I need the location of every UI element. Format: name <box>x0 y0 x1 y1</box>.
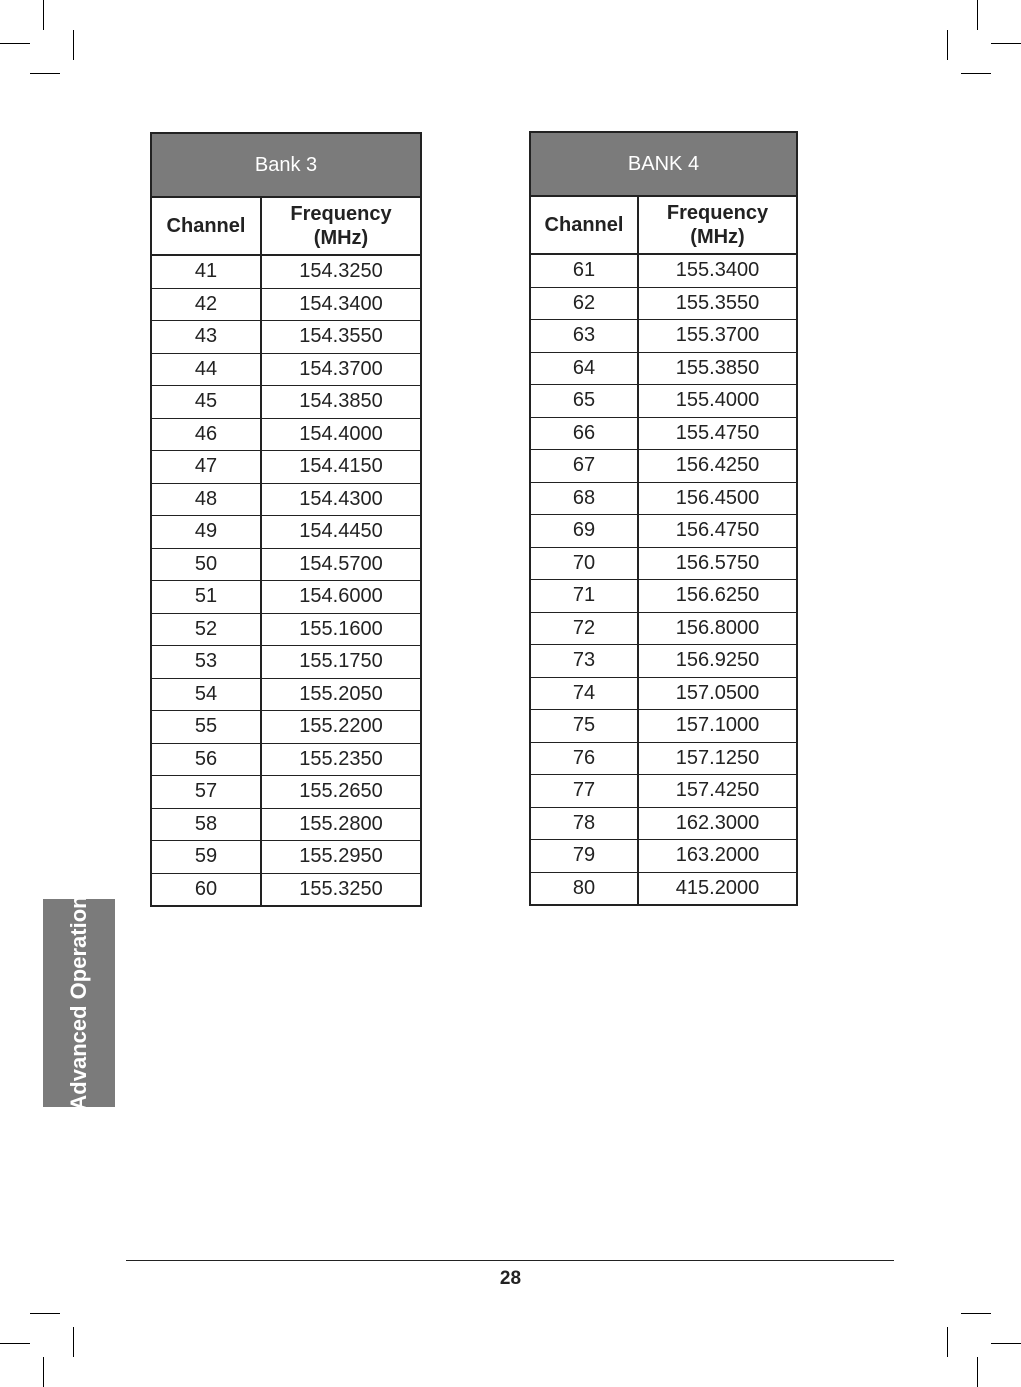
frequency-cell: 154.3400 <box>261 288 421 321</box>
frequency-cell: 154.3700 <box>261 353 421 386</box>
table-row <box>530 320 797 353</box>
channel-cell: 70 <box>530 547 638 580</box>
channel-cell: 76 <box>530 742 638 775</box>
channel-cell: 75 <box>530 710 638 743</box>
channel-cell: 55 <box>151 711 261 744</box>
channel-cell: 69 <box>530 515 638 548</box>
frequency-cell: 155.1750 <box>261 646 421 679</box>
channel-cell: 60 <box>151 873 261 906</box>
bank3-table <box>150 132 422 907</box>
section-side-tab-label: Advanced Operation <box>66 895 91 1111</box>
crop-mark <box>947 1327 948 1357</box>
channel-cell: 51 <box>151 581 261 614</box>
crop-mark <box>73 30 74 60</box>
frequency-cell: 156.8000 <box>638 612 797 645</box>
table-row <box>530 645 797 678</box>
table-row <box>151 711 421 744</box>
table-row <box>151 255 421 288</box>
channel-cell: 54 <box>151 678 261 711</box>
table-row <box>530 417 797 450</box>
frequency-cell: 157.0500 <box>638 677 797 710</box>
table-row <box>151 353 421 386</box>
table-row <box>151 841 421 874</box>
frequency-cell: 154.6000 <box>261 581 421 614</box>
table-row <box>530 677 797 710</box>
frequency-cell: 154.3250 <box>261 255 421 288</box>
table-row <box>151 288 421 321</box>
frequency-cell: 155.4000 <box>638 385 797 418</box>
table-row <box>530 547 797 580</box>
section-side-tab <box>43 895 115 1111</box>
channel-cell: 64 <box>530 352 638 385</box>
table-row <box>530 807 797 840</box>
frequency-cell: 156.5750 <box>638 547 797 580</box>
bank4-rows <box>530 254 797 905</box>
channel-cell: 48 <box>151 483 261 516</box>
frequency-cell: 154.4450 <box>261 516 421 549</box>
channel-cell: 78 <box>530 807 638 840</box>
frequency-cell: 155.3250 <box>261 873 421 906</box>
table-row <box>151 581 421 614</box>
table-row <box>151 776 421 809</box>
table-row <box>151 743 421 776</box>
crop-mark <box>30 1313 60 1314</box>
frequency-cell: 155.1600 <box>261 613 421 646</box>
crop-mark <box>991 43 1021 44</box>
frequency-cell: 155.3550 <box>638 287 797 320</box>
table-row <box>530 872 797 905</box>
table-row <box>530 775 797 808</box>
channel-cell: 56 <box>151 743 261 776</box>
channel-cell: 72 <box>530 612 638 645</box>
frequency-cell: 163.2000 <box>638 840 797 873</box>
table-row <box>530 612 797 645</box>
table-row <box>151 483 421 516</box>
crop-mark <box>73 1327 74 1357</box>
frequency-cell: 154.5700 <box>261 548 421 581</box>
bank3-title: Bank 3 <box>151 133 421 197</box>
crop-mark <box>0 1343 30 1344</box>
frequency-cell: 154.3550 <box>261 321 421 354</box>
frequency-cell: 157.4250 <box>638 775 797 808</box>
channel-cell: 77 <box>530 775 638 808</box>
frequency-cell: 155.2200 <box>261 711 421 744</box>
frequency-cell: 156.4750 <box>638 515 797 548</box>
channel-cell: 42 <box>151 288 261 321</box>
bank4-table <box>529 131 798 906</box>
frequency-cell: 154.4150 <box>261 451 421 484</box>
table-row <box>530 450 797 483</box>
frequency-cell: 155.3400 <box>638 254 797 287</box>
channel-cell: 58 <box>151 808 261 841</box>
channel-cell: 66 <box>530 417 638 450</box>
channel-cell: 59 <box>151 841 261 874</box>
crop-mark <box>43 0 44 30</box>
channel-cell: 41 <box>151 255 261 288</box>
table-row <box>530 254 797 287</box>
crop-mark <box>0 43 30 44</box>
table-row <box>530 742 797 775</box>
crop-mark <box>961 73 991 74</box>
table-row <box>151 548 421 581</box>
page-number: 28 <box>499 1268 522 1289</box>
frequency-cell: 415.2000 <box>638 872 797 905</box>
table-row <box>530 482 797 515</box>
crop-mark <box>43 1357 44 1387</box>
channel-cell: 52 <box>151 613 261 646</box>
frequency-cell: 156.4500 <box>638 482 797 515</box>
frequency-cell: 162.3000 <box>638 807 797 840</box>
channel-cell: 44 <box>151 353 261 386</box>
table-row <box>530 580 797 613</box>
frequency-header: Frequency (MHz) <box>261 197 421 255</box>
table-row <box>530 385 797 418</box>
crop-mark <box>961 1313 991 1314</box>
crop-mark <box>30 73 60 74</box>
channel-cell: 43 <box>151 321 261 354</box>
channel-cell: 79 <box>530 840 638 873</box>
channel-cell: 57 <box>151 776 261 809</box>
channel-header: Channel <box>151 197 261 255</box>
channel-cell: 50 <box>151 548 261 581</box>
channel-header: Channel <box>530 196 638 254</box>
frequency-cell: 155.4750 <box>638 417 797 450</box>
table-row <box>530 287 797 320</box>
table-row <box>151 613 421 646</box>
frequency-cell: 154.3850 <box>261 386 421 419</box>
channel-cell: 45 <box>151 386 261 419</box>
channel-cell: 46 <box>151 418 261 451</box>
table-row <box>530 710 797 743</box>
frequency-cell: 156.6250 <box>638 580 797 613</box>
channel-cell: 47 <box>151 451 261 484</box>
frequency-cell: 155.2650 <box>261 776 421 809</box>
frequency-cell: 157.1250 <box>638 742 797 775</box>
channel-cell: 74 <box>530 677 638 710</box>
channel-cell: 73 <box>530 645 638 678</box>
channel-cell: 68 <box>530 482 638 515</box>
table-row <box>151 873 421 906</box>
channel-cell: 67 <box>530 450 638 483</box>
frequency-cell: 156.4250 <box>638 450 797 483</box>
frequency-cell: 155.3700 <box>638 320 797 353</box>
frequency-cell: 155.3850 <box>638 352 797 385</box>
table-row <box>530 352 797 385</box>
table-row <box>151 386 421 419</box>
frequency-cell: 155.2050 <box>261 678 421 711</box>
crop-mark <box>947 30 948 60</box>
table-row <box>151 418 421 451</box>
channel-cell: 53 <box>151 646 261 679</box>
frequency-cell: 157.1000 <box>638 710 797 743</box>
bank4-title: BANK 4 <box>530 132 797 196</box>
table-row <box>151 451 421 484</box>
frequency-cell: 154.4000 <box>261 418 421 451</box>
table-row <box>151 646 421 679</box>
bank3-rows <box>151 255 421 906</box>
table-row <box>151 808 421 841</box>
table-row <box>151 516 421 549</box>
channel-cell: 80 <box>530 872 638 905</box>
crop-mark <box>977 0 978 30</box>
channel-cell: 65 <box>530 385 638 418</box>
channel-cell: 62 <box>530 287 638 320</box>
crop-mark <box>991 1343 1021 1344</box>
channel-cell: 71 <box>530 580 638 613</box>
channel-cell: 49 <box>151 516 261 549</box>
channel-cell: 61 <box>530 254 638 287</box>
table-row <box>530 840 797 873</box>
frequency-cell: 154.4300 <box>261 483 421 516</box>
frequency-cell: 155.2800 <box>261 808 421 841</box>
table-row <box>151 321 421 354</box>
footer-divider <box>126 1260 894 1261</box>
crop-mark <box>977 1357 978 1387</box>
table-row <box>530 515 797 548</box>
table-row <box>151 678 421 711</box>
channel-cell: 63 <box>530 320 638 353</box>
frequency-header: Frequency (MHz) <box>638 196 797 254</box>
frequency-cell: 156.9250 <box>638 645 797 678</box>
frequency-cell: 155.2950 <box>261 841 421 874</box>
frequency-cell: 155.2350 <box>261 743 421 776</box>
